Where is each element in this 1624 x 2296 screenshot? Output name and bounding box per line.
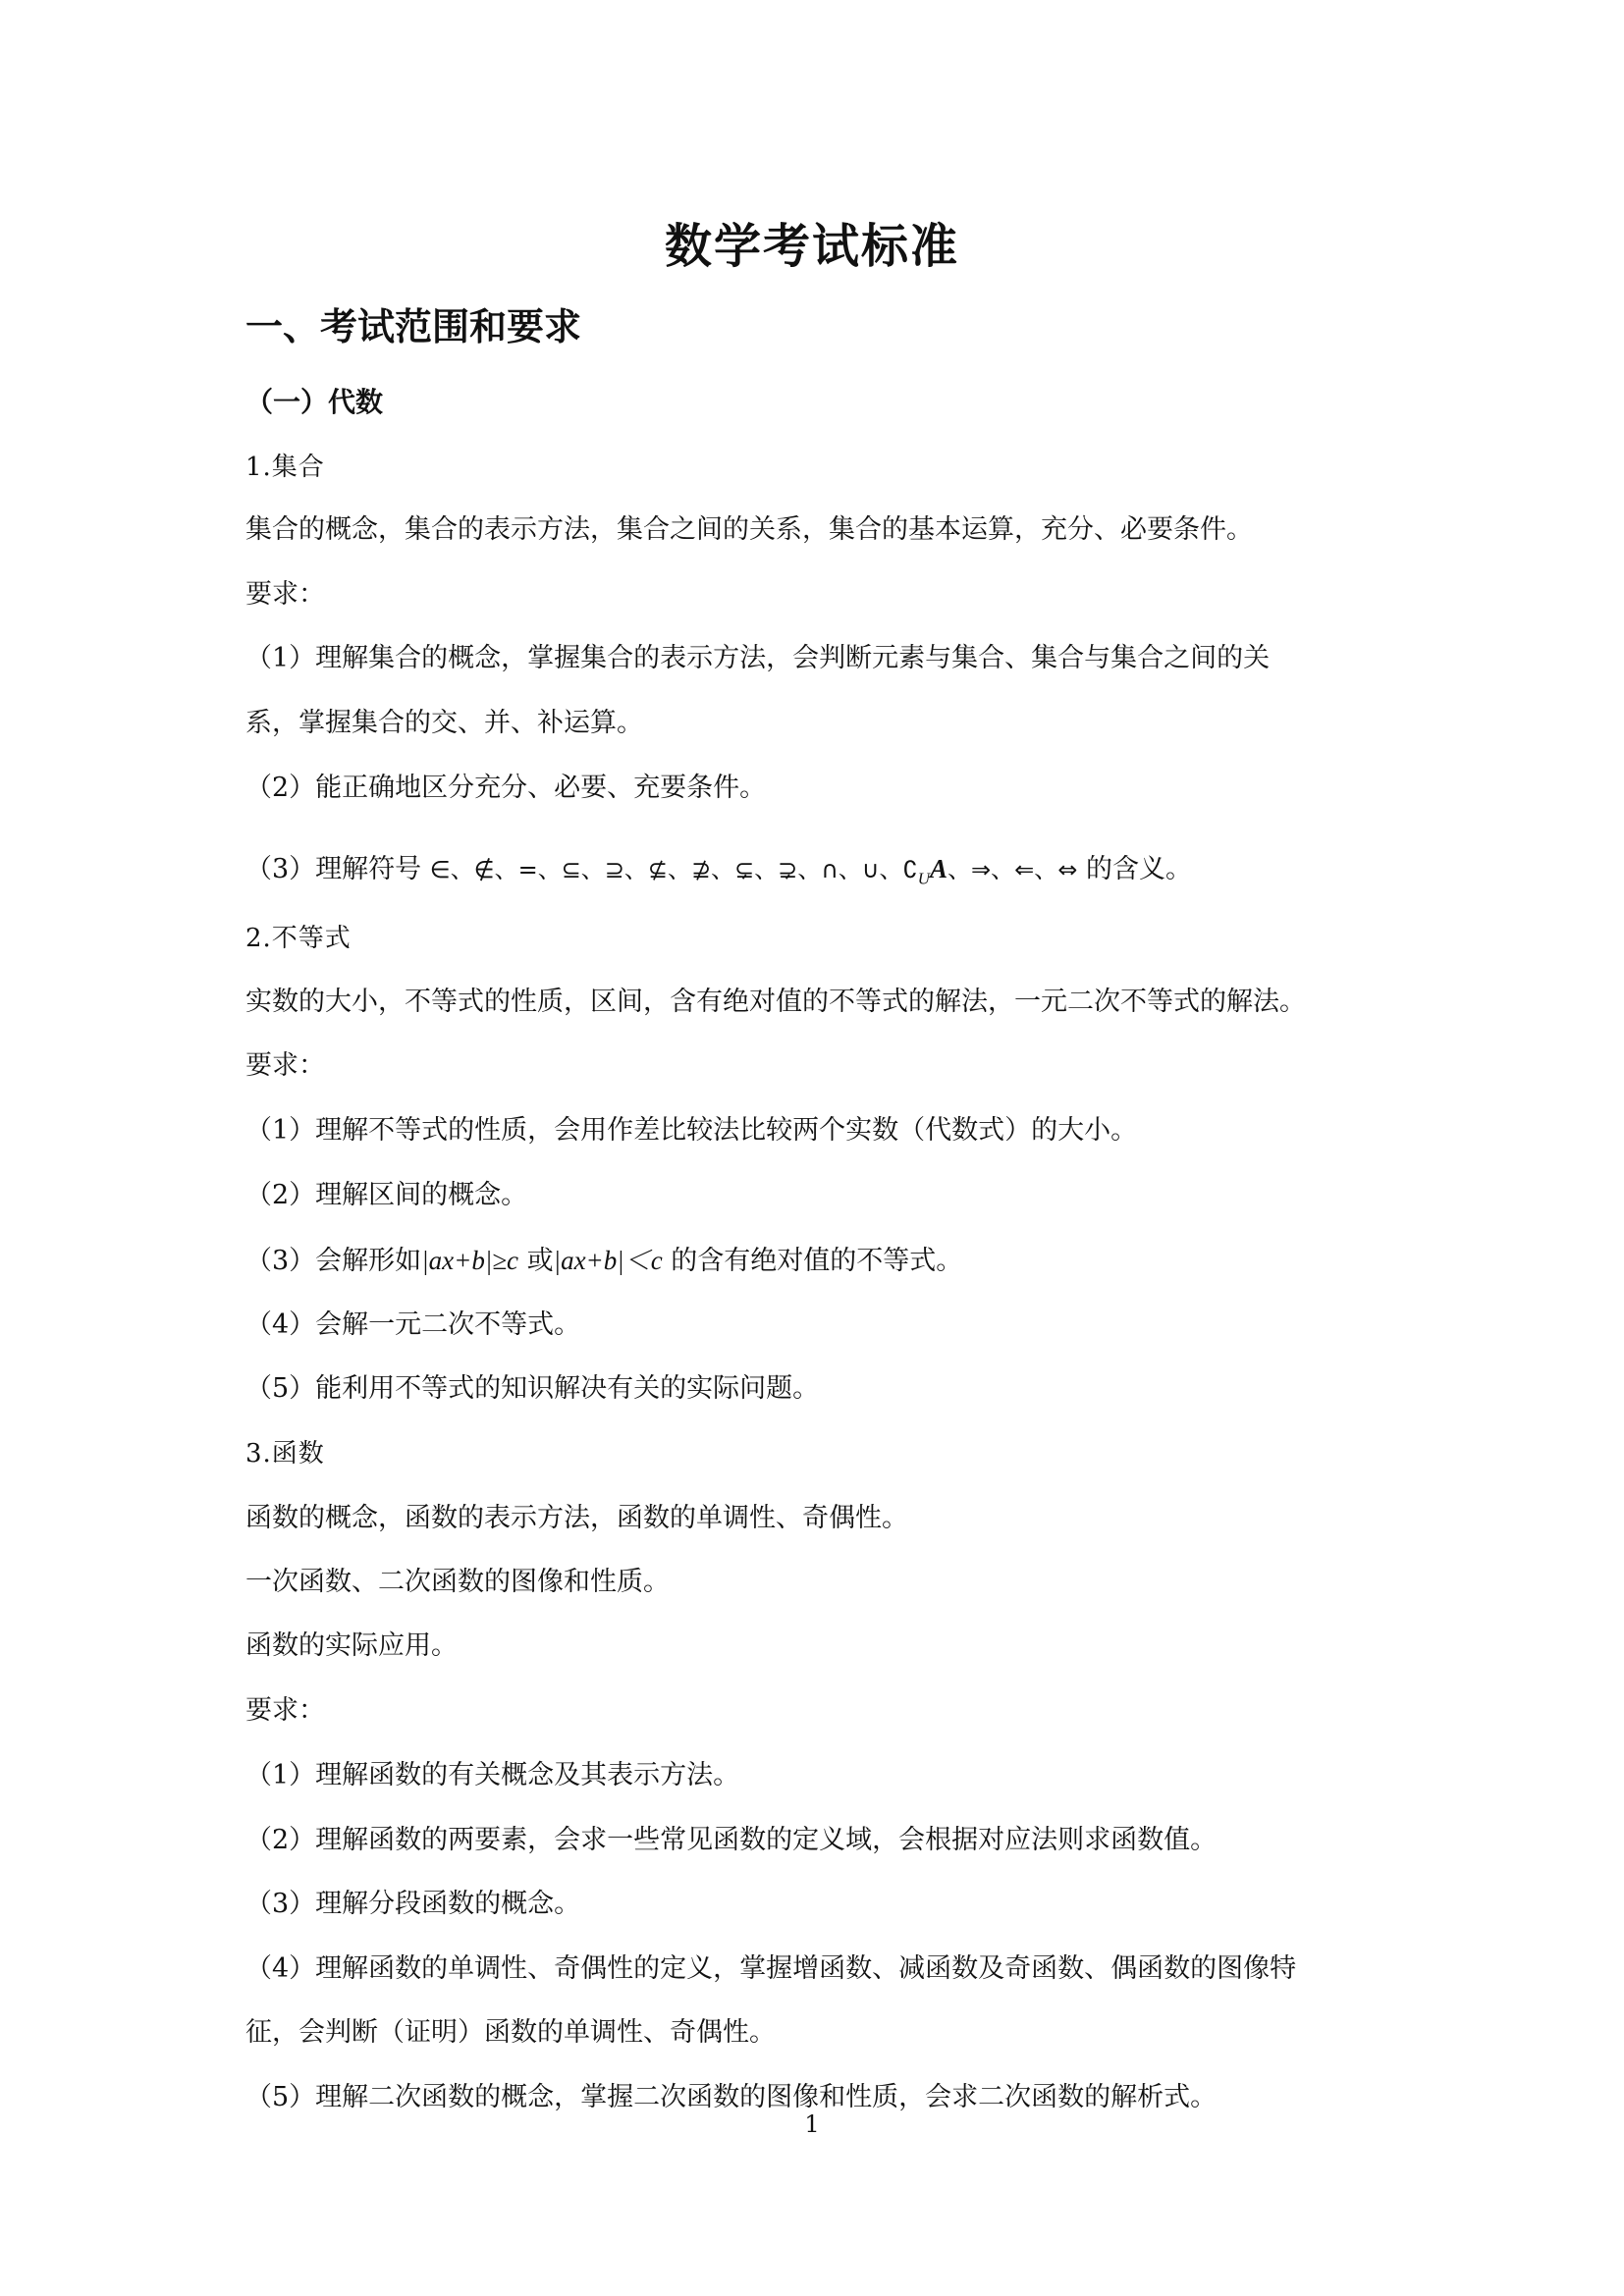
complement-set: A: [930, 854, 948, 883]
inequality-requirement-3: [245, 1241, 1394, 1281]
functions-content-3: 函数的实际应用。: [245, 1630, 458, 1661]
functions-requirement-3: （3）理解分段函数的概念。: [245, 1889, 581, 1919]
sets-requirements-label: 要求：: [245, 579, 325, 610]
inequality-expression-1: |ax+b|≥c: [421, 1246, 519, 1275]
inequality-requirement-4: （4）会解一元二次不等式。: [245, 1309, 581, 1340]
page-title: 数学考试标准: [664, 219, 959, 274]
sets-content: 集合的概念，集合的表示方法，集合之间的关系，集合的基本运算，充分、必要条件。: [245, 514, 1253, 545]
conjunction: 或: [526, 1246, 554, 1276]
functions-requirement-4a: （4）理解函数的单调性、奇偶性的定义，掌握增函数、减函数及奇函数、偶函数的图像特: [245, 1953, 1297, 1984]
logic-arrows: 、⇒、⇐、⇔: [947, 856, 1078, 883]
sets-requirement-1a: （1）理解集合的概念，掌握集合的表示方法，会判断元素与集合、集合与集合之间的关: [245, 643, 1271, 673]
functions-heading: 3.函数: [245, 1439, 325, 1468]
subsection-heading: （一）代数: [245, 386, 384, 418]
requirement-prefix: （3）会解形如: [245, 1246, 422, 1276]
sets-heading: 1.集合: [245, 453, 325, 482]
inequality-heading: 2.不等式: [245, 924, 352, 953]
functions-requirement-5: （5）理解二次函数的概念，掌握二次函数的图像和性质，会求二次函数的解析式。: [245, 2082, 1218, 2112]
functions-content-1: 函数的概念，函数的表示方法，函数的单调性、奇偶性。: [245, 1503, 908, 1533]
sets-requirement-2: （2）能正确地区分充分、必要、充要条件。: [245, 773, 767, 803]
section-heading: 一、考试范围和要求: [245, 305, 582, 348]
functions-requirements-label: 要求：: [245, 1695, 325, 1726]
functions-requirement-1: （1）理解函数的有关概念及其表示方法。: [245, 1760, 740, 1790]
complement-subscript: U: [917, 869, 931, 888]
inequality-requirement-1: （1）理解不等式的性质，会用作差比较法比较两个实数（代数式）的大小。: [245, 1115, 1138, 1146]
sets-requirement-3: [245, 849, 1394, 898]
functions-content-2: 一次函数、二次函数的图像和性质。: [245, 1567, 670, 1597]
inequality-requirement-5: （5）能利用不等式的知识解决有关的实际问题。: [245, 1373, 820, 1404]
inequality-requirement-2: （2）理解区间的概念。: [245, 1180, 528, 1210]
requirement-suffix: 的含义。: [1085, 854, 1192, 884]
set-symbols: ∈、∉、=、⊆、⊇、⊈、⊉、⊊、⊋、∩、∪、∁: [429, 856, 918, 883]
sets-requirement-1b: 系，掌握集合的交、并、补运算。: [245, 708, 643, 738]
requirement-prefix: （3）理解符号: [245, 854, 422, 884]
inequality-expression-2: |ax+b|＜c: [553, 1246, 663, 1275]
inequality-content: 实数的大小，不等式的性质，区间，含有绝对值的不等式的解法，一元二次不等式的解法。: [245, 987, 1306, 1017]
page-number: 1: [804, 2110, 820, 2138]
functions-requirement-2: （2）理解函数的两要素，会求一些常见函数的定义域，会根据对应法则求函数值。: [245, 1825, 1218, 1855]
inequality-requirements-label: 要求：: [245, 1050, 325, 1081]
functions-requirement-4b: 征，会判断（证明）函数的单调性、奇偶性。: [245, 2017, 776, 2048]
requirement-suffix: 的含有绝对值的不等式。: [671, 1246, 963, 1276]
